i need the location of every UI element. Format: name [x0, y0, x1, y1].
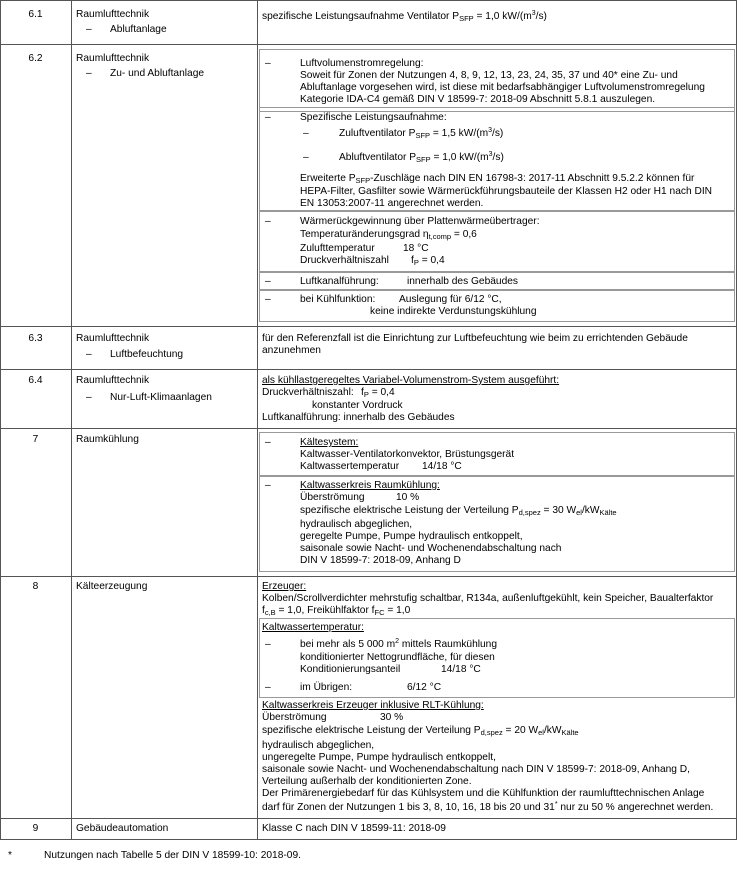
- section-heading: Erzeuger:: [262, 581, 307, 592]
- text-line: saisonale sowie Nacht- und Wochenendabschaltung nach: [300, 543, 562, 554]
- section-heading: Kältesystem:: [300, 437, 359, 448]
- row-number: 8: [32, 581, 39, 592]
- text-value: 18 °C: [403, 243, 429, 254]
- dash-marker: –: [265, 276, 271, 287]
- row-divider: [0, 326, 737, 327]
- text-value: keine indirekte Verdunstungskühlung: [370, 306, 537, 317]
- text-line: $f_{c,B} = 1,0$, Freikühlfaktor $f_{FC} = 1,0$: [262, 605, 411, 617]
- exhaust-fan-value: Abluftventilator $P_{SFP} = 1,0$ $kW/(m^3/s)$: [339, 151, 504, 164]
- text-line: Luftkanalführung:: [300, 276, 379, 287]
- row-number: 6.4: [28, 375, 43, 386]
- row-number: 7: [32, 434, 39, 445]
- row-subtitle: Luftbefeuchtung: [110, 349, 184, 360]
- row-divider: [0, 428, 737, 429]
- text-line: Verteilung außerhalb der konditionierten Zone.: [262, 776, 472, 787]
- text-line: Erweiterte $P_{SFP}$-Zuschläge nach DIN EN 16798-3: 2017-11 Abschnitt 9.5.2.2 können für: [300, 173, 695, 185]
- text-line: im Übrigen:: [300, 682, 353, 693]
- text-line: Überströmung: [262, 712, 327, 723]
- column-divider-1: [71, 0, 72, 840]
- dash-marker: –: [303, 128, 309, 139]
- row-number: 6.3: [28, 333, 43, 344]
- text-line: geregelte Pumpe, Pumpe hydraulisch entkoppelt,: [300, 531, 523, 542]
- text-value: 14/18 °C: [422, 461, 462, 472]
- text-value: 10 %: [396, 492, 420, 503]
- text-line: Temperaturänderungsgrad $\eta_{t,comp} = 0,6$: [300, 229, 477, 241]
- text-line: darf für Zonen der Nutzungen 1 bis 3, 8, 10, 16, 18 bis 20 und 31* nur zu 50 % angerechnet werden.: [262, 801, 714, 813]
- text-line: bei Kühlfunktion:: [300, 294, 376, 305]
- text-line: DIN V 18599-7: 2018-09, Anhang D: [300, 555, 461, 566]
- row-divider: [0, 576, 737, 577]
- dash-marker: –: [86, 24, 92, 35]
- row-subtitle: Abluftanlage: [110, 24, 167, 35]
- text-value: Auslegung für 6/12 °C,: [399, 294, 502, 305]
- column-divider-2: [257, 0, 258, 840]
- text-value: 14/18 °C: [441, 664, 481, 675]
- text-line: bei mehr als 5 000 $m^2$ mittels Raumkühlung: [300, 638, 498, 650]
- dash-marker: –: [86, 392, 92, 403]
- text-line: spezifische elektrische Leistung der Verteilung $P_{d,spez} = 30$ $W_{el}/kW_{Kälte}$: [300, 505, 617, 517]
- text-line: Luftkanalführung: innerhalb des Gebäudes: [262, 412, 455, 423]
- section-heading: als kühllastgeregeltes Variabel-Volumenstrom-System ausgeführt:: [262, 375, 560, 386]
- dash-marker: –: [265, 216, 271, 227]
- row-subtitle: Zu- und Abluftanlage: [110, 68, 205, 79]
- section-heading: Spezifische Leistungsaufnahme:: [300, 112, 447, 123]
- text-line: hydraulisch abgeglichen,: [262, 740, 375, 751]
- row-title: Raumlufttechnik: [76, 9, 150, 20]
- text-line: Kategorie IDA-C4 gemäß DIN V 18599-7: 2018-09 Abschnitt 5.8.1 auszulegen.: [300, 94, 656, 105]
- dash-marker: –: [265, 58, 271, 69]
- text-line: Soweit für Zonen der Nutzungen 4, 8, 9, 12, 13, 23, 24, 35, 37 und 40* eine Zu- und: [300, 70, 678, 81]
- text-value: $f_P = 0,4$: [411, 255, 445, 267]
- text-line: Kaltwassertemperatur: [300, 461, 400, 472]
- row-divider: [0, 818, 737, 819]
- row-description: Klasse C nach DIN V 18599-11: 2018-09: [262, 823, 446, 834]
- dash-marker: –: [86, 68, 92, 79]
- text-line: Druckverhältniszahl: [300, 255, 389, 266]
- text-line: Der Primärenergiebedarf für das Kühlsystem und die Kühlfunktion der raumlufttechnischen Anlage: [262, 788, 705, 799]
- text-line: Abluftanlage vorgesehen wird, ist diese mit bedarfsabhängiger Luftvolumenstromregelung: [300, 82, 705, 93]
- section-heading: Kaltwasserkreis Erzeuger inklusive RLT-Kühlung:: [262, 700, 484, 711]
- section-heading: Kaltwasserkreis Raumkühlung:: [300, 480, 440, 491]
- dash-marker: –: [86, 349, 92, 360]
- text-line: Kolben/Scrollverdichter mehrstufig schaltbar, R134a, außenluftgekühlt, kein Speicher, Baualterfaktor: [262, 593, 714, 604]
- footnote-mark: *: [8, 850, 12, 861]
- text-value: $f_P = 0,4$: [361, 387, 395, 399]
- row-title: Kälteerzeugung: [76, 581, 148, 592]
- text-line: Zulufttemperatur: [300, 243, 375, 254]
- section-heading: Wärmerückgewinnung über Plattenwärmeübertrager:: [300, 216, 540, 227]
- row-divider: [0, 369, 737, 370]
- text-line: Überströmung: [300, 492, 365, 503]
- text-line: saisonale sowie Nacht- und Wochenendabschaltung nach DIN V 18599-7: 2018-09, Anhang D,: [262, 764, 690, 775]
- text-line: ungeregelte Pumpe, Pumpe hydraulisch entkoppelt,: [262, 752, 496, 763]
- text-value: innerhalb des Gebäudes: [407, 276, 519, 287]
- row-number: 6.1: [28, 9, 43, 20]
- section-heading: Luftvolumenstromregelung:: [300, 58, 424, 69]
- text-line: EN 13053:2007-11 angerechnet werden.: [300, 198, 484, 209]
- dash-marker: –: [265, 112, 271, 123]
- dash-marker: –: [265, 437, 271, 448]
- text-value: 30 %: [380, 712, 404, 723]
- row-title: Raumkühlung: [76, 434, 139, 445]
- row-divider: [0, 44, 737, 45]
- dash-marker: –: [265, 294, 271, 305]
- row-title: Raumlufttechnik: [76, 333, 150, 344]
- text-line: Konditionierungsanteil: [300, 664, 401, 675]
- row-title: Raumlufttechnik: [76, 53, 150, 64]
- row-number: 9: [32, 823, 39, 834]
- text-line: anzunehmen: [262, 345, 321, 356]
- text-line: HEPA-Filter, Gasfilter sowie Wärmerückführungsbauteile der Klassen H2 oder H1 nach DIN: [300, 186, 713, 197]
- text-line: Kaltwasser-Ventilatorkonvektor, Brüstungsgerät: [300, 449, 515, 460]
- row-title: Raumlufttechnik: [76, 375, 150, 386]
- footnote-text: Nutzungen nach Tabelle 5 der DIN V 18599-10: 2018-09.: [44, 850, 301, 861]
- text-line: spezifische elektrische Leistung der Verteilung $P_{d,spez} = 20$ $W_{el}/kW_{Kälte}$: [262, 725, 579, 737]
- dash-marker: –: [265, 480, 271, 491]
- row-title: Gebäudeautomation: [76, 823, 169, 834]
- row-description: spezifische Leistungsaufnahme Ventilator $P_{SFP} = 1,0$ $kW/(m^3/s)$: [262, 10, 547, 23]
- text-line: konstanter Vordruck: [312, 400, 403, 411]
- dash-marker: –: [265, 682, 271, 693]
- row-number: 6.2: [28, 53, 43, 64]
- text-value: 6/12 °C: [407, 682, 442, 693]
- row-subtitle: Nur-Luft-Klimaanlagen: [110, 392, 212, 403]
- supply-fan-value: Zuluftventilator $P_{SFP} = 1,5$ $kW/(m^3/s)$: [339, 127, 504, 140]
- text-line: Druckverhältniszahl:: [262, 387, 354, 398]
- dash-marker: –: [303, 152, 309, 163]
- text-line: hydraulisch abgeglichen,: [300, 519, 413, 530]
- section-heading: Kaltwassertemperatur:: [262, 622, 364, 633]
- text-line: konditionierter Nettogrundfläche, für diesen: [300, 652, 495, 663]
- text-line: für den Referenzfall ist die Einrichtung zur Luftbefeuchtung wie beim zu errichtenden Gebäude: [262, 333, 688, 344]
- dash-marker: –: [265, 639, 271, 650]
